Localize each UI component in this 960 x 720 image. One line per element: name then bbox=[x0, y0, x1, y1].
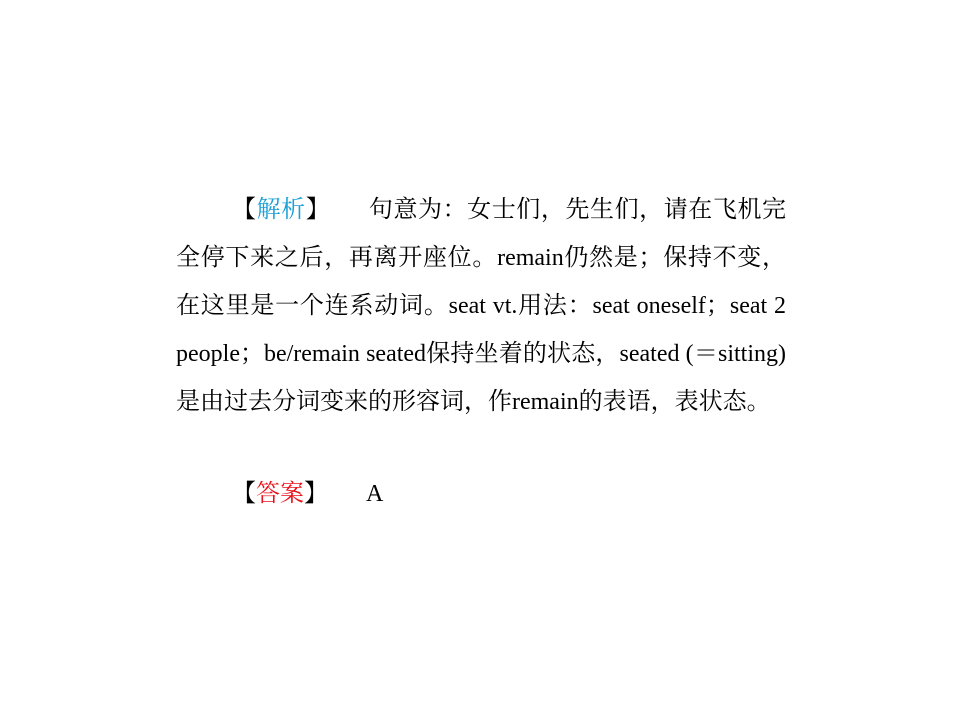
explanation-paragraph bbox=[176, 186, 786, 426]
answer-bracket-open: 【 bbox=[232, 481, 256, 507]
answer-tag: 答案 bbox=[256, 481, 304, 507]
answer-bracket-close: 】 bbox=[304, 481, 328, 507]
explanation-bracket-close: 】 bbox=[305, 197, 331, 223]
explanation-tag: 解析 bbox=[256, 197, 306, 223]
answer-text: A bbox=[366, 481, 384, 507]
answer-paragraph bbox=[176, 474, 786, 514]
explanation-bracket-open: 【 bbox=[232, 197, 257, 223]
explanation-text: 句意为：女士们，先生们，请在飞机完全停下来之后，再离开座位。remain仍然是；保持不变，在这里是一个连系动词。seat vt.用法：seat oneself；seat 2 people；be/remain seated保持坐着的状态，seated (＝sitting)是由过去分词变来的形容词，作remain的表语，表状态。 bbox=[176, 197, 787, 415]
